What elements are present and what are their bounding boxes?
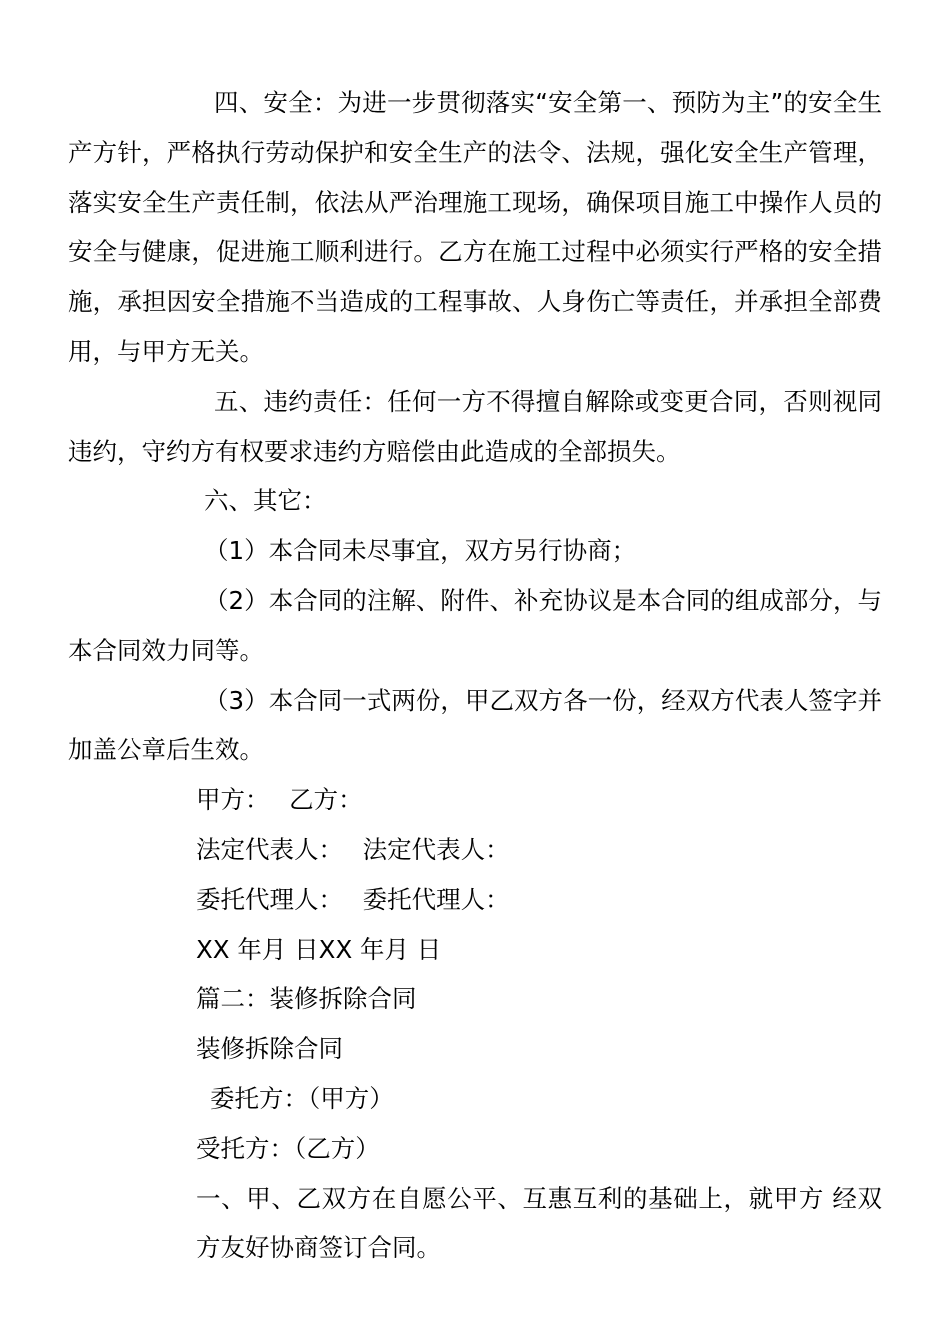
signature-party-row <box>68 775 882 825</box>
agent-a-label: 委托代理人： <box>196 884 343 914</box>
paragraph-safety: 四、安全：为进一步贯彻落实“安全第一、预防为主”的安全生产方针，严格执行劳动保护和安全生产的法令、法规，强化安全生产管理，落实安全生产责任制，依法从严治理施工现场，确保项目施工中操作人员的安全与健康，促进施工顺利进行。乙方在施工过程中必须实行严格的安全措施，承担因安全措施不当造成的工程事故、人身伤亡等责任，并承担全部费用，与甲方无关。 <box>68 88 882 366</box>
document-page <box>68 78 882 1273</box>
other-item-2: （2）本合同的注解、附件、补充协议是本合同的组成部分，与本合同效力同等。 <box>68 585 882 665</box>
signature-date-row <box>68 925 882 975</box>
legal-rep-b-label: 法定代表人： <box>362 834 510 864</box>
chapter-two-title: 篇二：装修拆除合同 <box>196 984 417 1014</box>
signature-agent-row <box>68 875 882 925</box>
paragraph-other-heading: 六、其它： <box>204 486 327 516</box>
date-b-label: XX 年月 日 <box>318 934 442 964</box>
party-a-label: 甲方： <box>196 785 270 815</box>
date-a-label: XX 年月 日 <box>196 934 319 964</box>
other-item-3: （3）本合同一式两份，甲乙双方各一份，经双方代表人签字并加盖公章后生效。 <box>68 685 882 765</box>
signature-legal-rep-row <box>68 825 882 875</box>
client-line: 委托方：（甲方） <box>210 1083 394 1113</box>
clause-one: 一、甲、乙双方在自愿公平、互惠互利的基础上，就甲方 经双方友好协商签订合同。 <box>196 1183 882 1263</box>
contractor-line: 受托方：（乙方） <box>196 1133 380 1163</box>
contract-title: 装修拆除合同 <box>196 1034 343 1064</box>
party-b-label: 乙方： <box>289 785 363 815</box>
legal-rep-a-label: 法定代表人： <box>196 834 343 864</box>
paragraph-breach-liability: 五、违约责任：任何一方不得擅自解除或变更合同，否则视同违约，守约方有权要求违约方赔偿由此造成的全部损失。 <box>68 386 882 466</box>
agent-b-label: 委托代理人： <box>362 884 510 914</box>
other-item-1: （1）本合同未尽事宜，双方另行协商； <box>204 536 637 566</box>
